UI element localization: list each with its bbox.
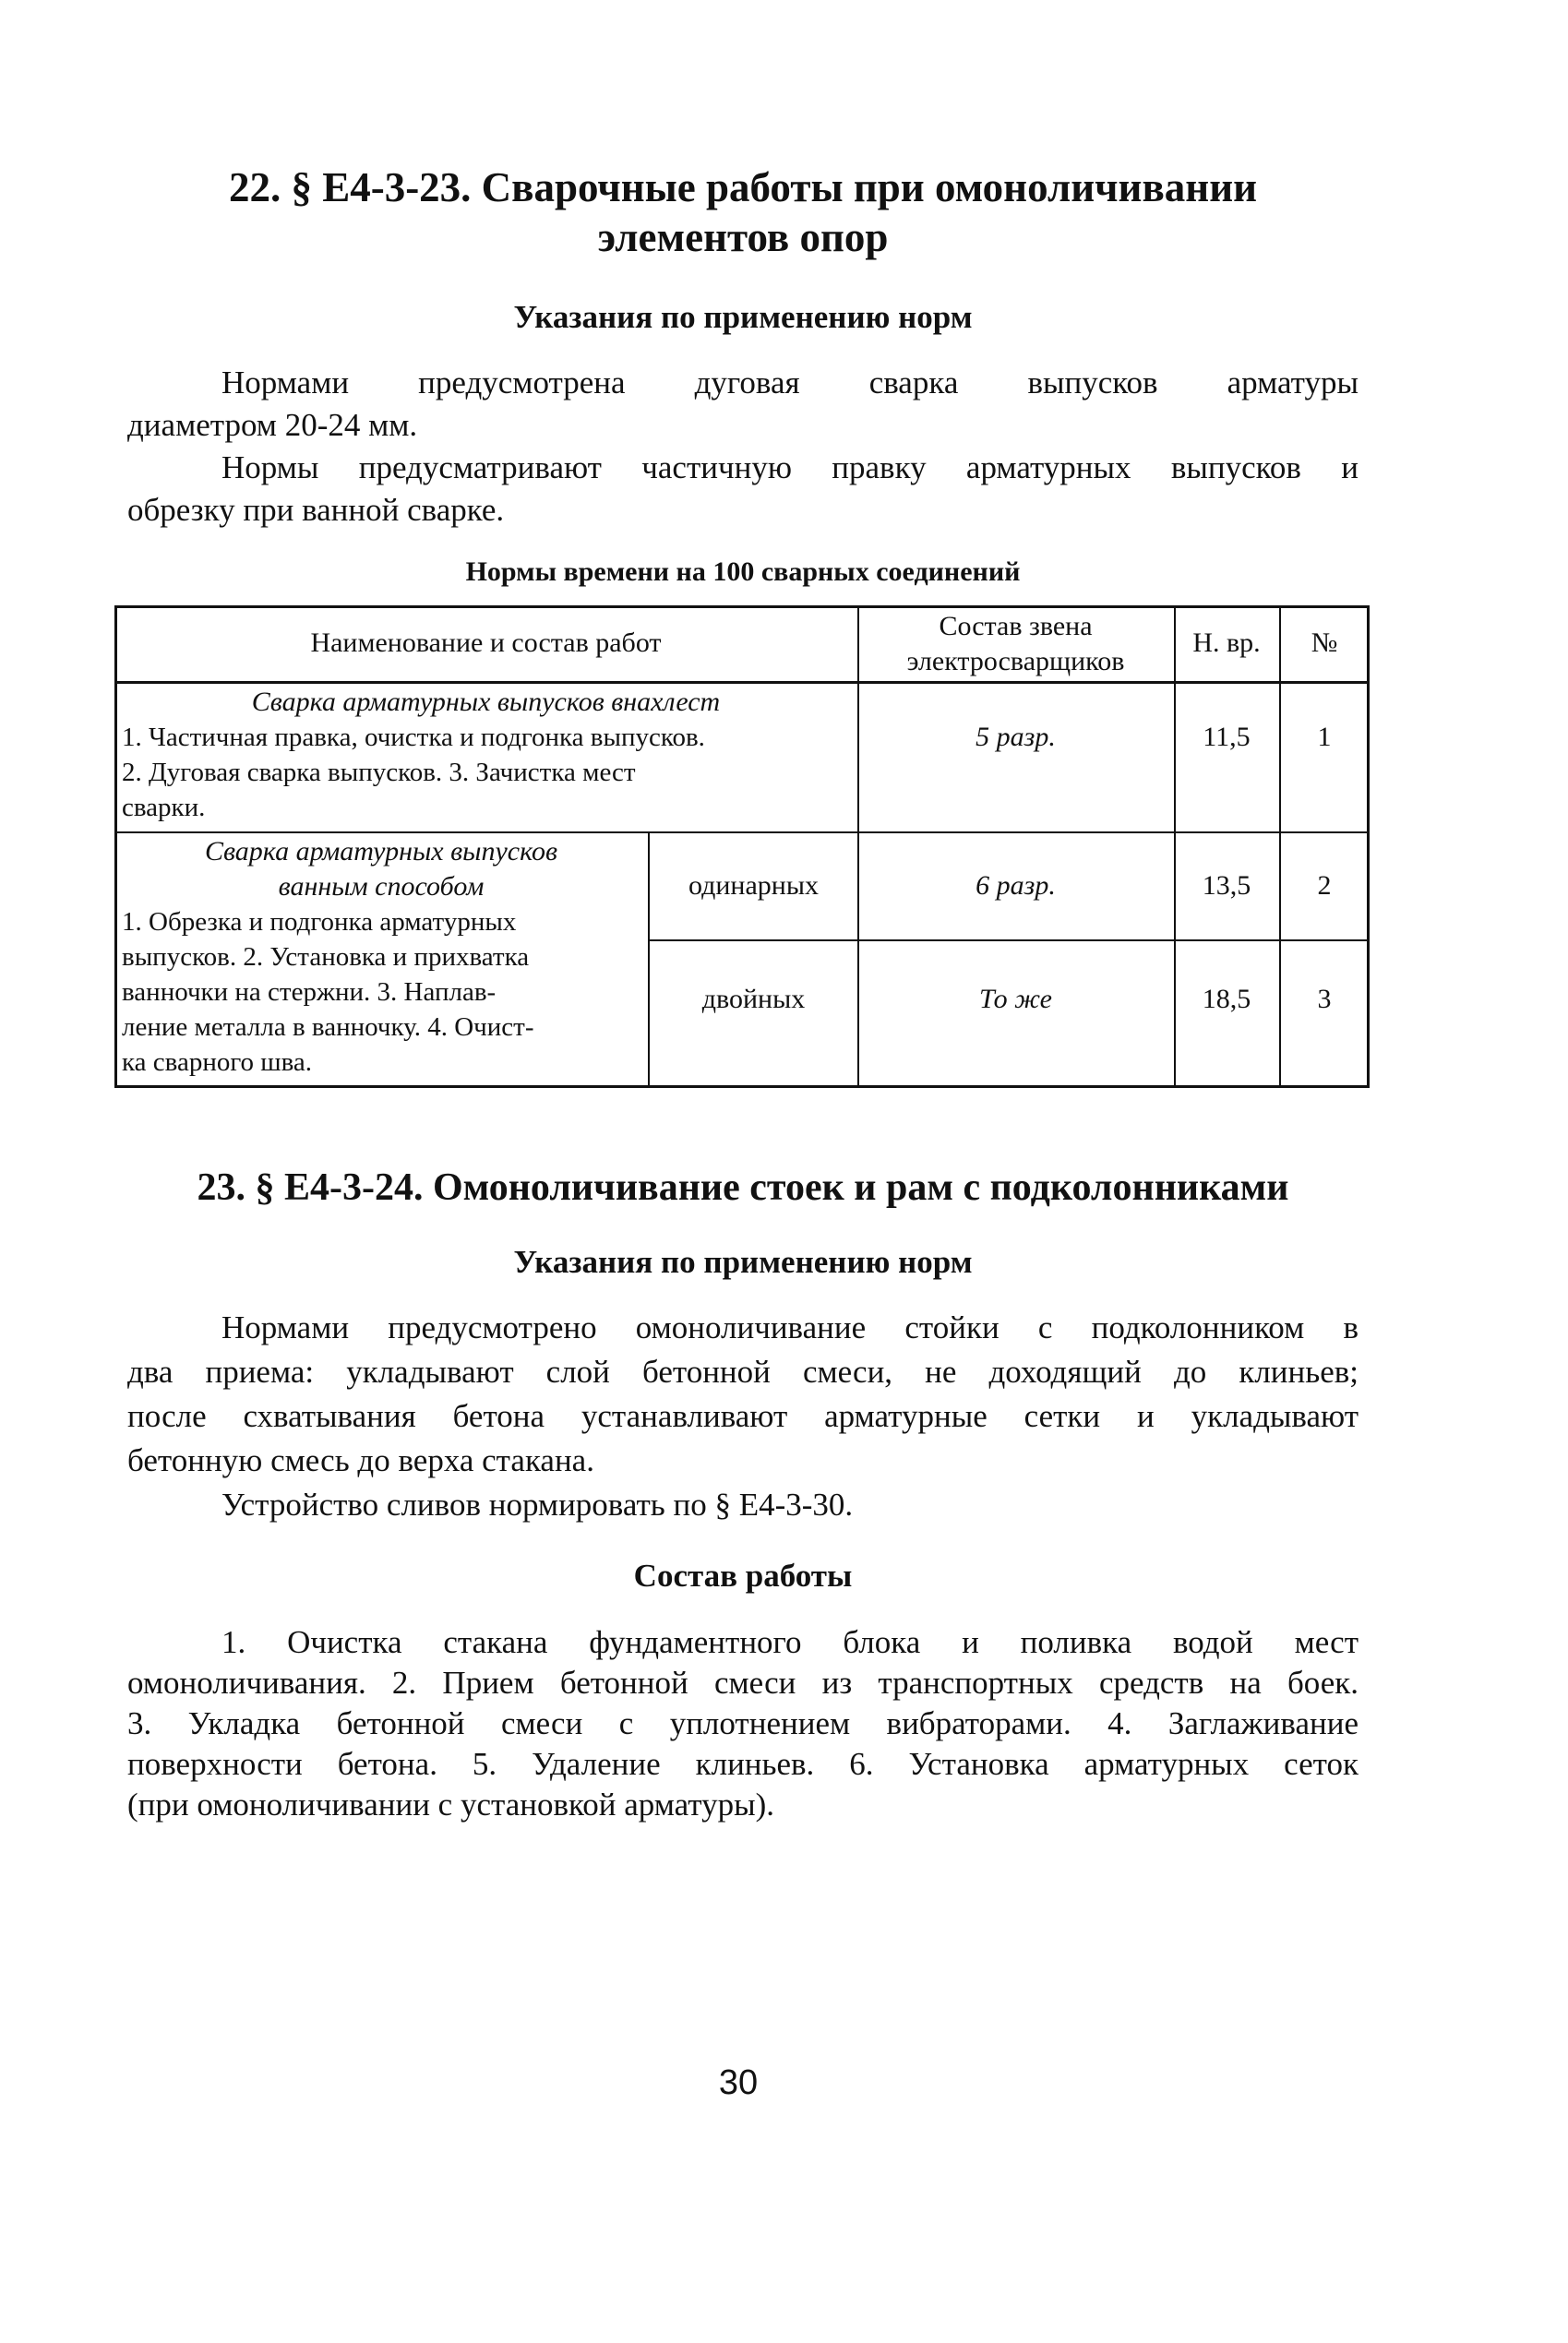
row1-title: Сварка арматурных выпусков внахлест — [251, 687, 721, 717]
section-22-instructions-heading: Указания по применению норм — [513, 299, 973, 335]
table-subrow-divider — [648, 939, 1370, 941]
section-23-paragraph-2 — [127, 1484, 1359, 1526]
row3-variant: двойных — [701, 984, 806, 1014]
header-crew-line2: электросварщиков — [906, 646, 1125, 676]
group2-description-line4: ление металла в ванночку. 4. Очист- — [122, 1012, 534, 1042]
paragraph-line: Нормами предусмотрено омоноличивание стойки с подколонником в — [221, 1309, 1359, 1345]
page-number: 30 — [718, 2063, 759, 2102]
row2-variant: одинарных — [688, 870, 820, 901]
header-norm: Н. вр. — [1192, 628, 1261, 658]
section-22-paragraph-2 — [127, 447, 1359, 532]
section-23-work-heading: Состав работы — [633, 1558, 853, 1594]
paragraph-line: Устройство сливов нормировать по § Е4-3-30. — [221, 1487, 854, 1523]
row1-description-line2: 2. Дуговая сварка выпусков. 3. Зачистка мест — [122, 758, 636, 787]
row1-description-line3: сварки. — [122, 793, 206, 822]
paragraph-line: омоноличивания. 2. Прием бетонной смеси из транспортных средств на боек. — [127, 1665, 1359, 1701]
section-22-title-line2: элементов опор — [597, 214, 889, 260]
row1-num: 1 — [1317, 722, 1332, 752]
section-22-paragraph-1 — [127, 362, 1359, 447]
row3-crew: То же — [979, 984, 1052, 1014]
table-border-top — [114, 605, 1370, 608]
group2-title-line1: Сварка арматурных выпусков — [204, 836, 557, 867]
paragraph-line: Нормами предусмотрена дуговая сварка выпусков арматуры — [221, 365, 1359, 400]
section-23-paragraph-1 — [127, 1306, 1359, 1483]
row1-description-line1: 1. Частичная правка, очистка и подгонка выпусков. — [122, 723, 705, 752]
paragraph-line: два приема: укладывают слой бетонной смеси, не доходящий до клиньев; — [127, 1354, 1359, 1390]
table-border-bottom — [114, 1085, 1370, 1088]
row2-num: 2 — [1317, 870, 1332, 901]
row3-norm: 18,5 — [1202, 984, 1251, 1014]
header-name: Наименование и состав работ — [310, 628, 662, 658]
section-23-instructions-heading: Указания по применению норм — [513, 1244, 973, 1280]
paragraph-line: 1. Очистка стакана фундаментного блока и поливка водой мест — [221, 1624, 1359, 1660]
paragraph-line: Нормы предусматривают частичную правку арматурных выпусков и — [221, 449, 1359, 485]
paragraph-line: (при омоноличивании с установкой арматуры). — [127, 1787, 775, 1823]
group2-description-line3: ванночки на стержни. 3. Наплав- — [122, 977, 497, 1007]
group2-title-line2: ванным способом — [278, 871, 485, 902]
group2-description-line5: ка сварного шва. — [122, 1047, 313, 1077]
paragraph-line: обрезку при ванной сварке. — [127, 492, 505, 528]
row2-crew: 6 разр. — [976, 870, 1056, 901]
paragraph-line: поверхности бетона. 5. Удаление клиньев. 6. Установка арматурных сеток — [127, 1746, 1359, 1782]
section-22-title-line1: 22. § Е4-3-23. Сварочные работы при омоноличивании — [228, 164, 1258, 210]
section-23-work-list — [127, 1622, 1359, 1825]
section-23-title: 23. § Е4-3-24. Омоноличивание стоек и рам с подколонниками — [197, 1166, 1289, 1209]
group2-description-line1: 1. Обрезка и подгонка арматурных — [122, 907, 517, 937]
row1-norm: 11,5 — [1203, 722, 1251, 752]
group2-description-line2: выпусков. 2. Установка и прихватка — [122, 942, 530, 972]
paragraph-line: диаметром 20-24 мм. — [127, 407, 418, 443]
header-num: № — [1311, 628, 1338, 658]
row2-norm: 13,5 — [1202, 870, 1251, 901]
norms-table — [114, 605, 1370, 1088]
row3-num: 3 — [1317, 984, 1332, 1014]
table-header-divider — [114, 681, 1370, 684]
paragraph-line: 3. Укладка бетонной смеси с уплотнением вибраторами. 4. Заглаживание — [127, 1705, 1359, 1741]
row1-crew: 5 разр. — [976, 722, 1056, 752]
paragraph-line: после схватывания бетона устанавливают арматурные сетки и укладывают — [127, 1398, 1359, 1434]
header-crew-line1: Состав звена — [939, 611, 1093, 641]
table-row-divider — [114, 831, 1370, 833]
paragraph-line: бетонную смесь до верха стакана. — [127, 1442, 594, 1478]
table-caption: Нормы времени на 100 сварных соединений — [465, 556, 1021, 587]
